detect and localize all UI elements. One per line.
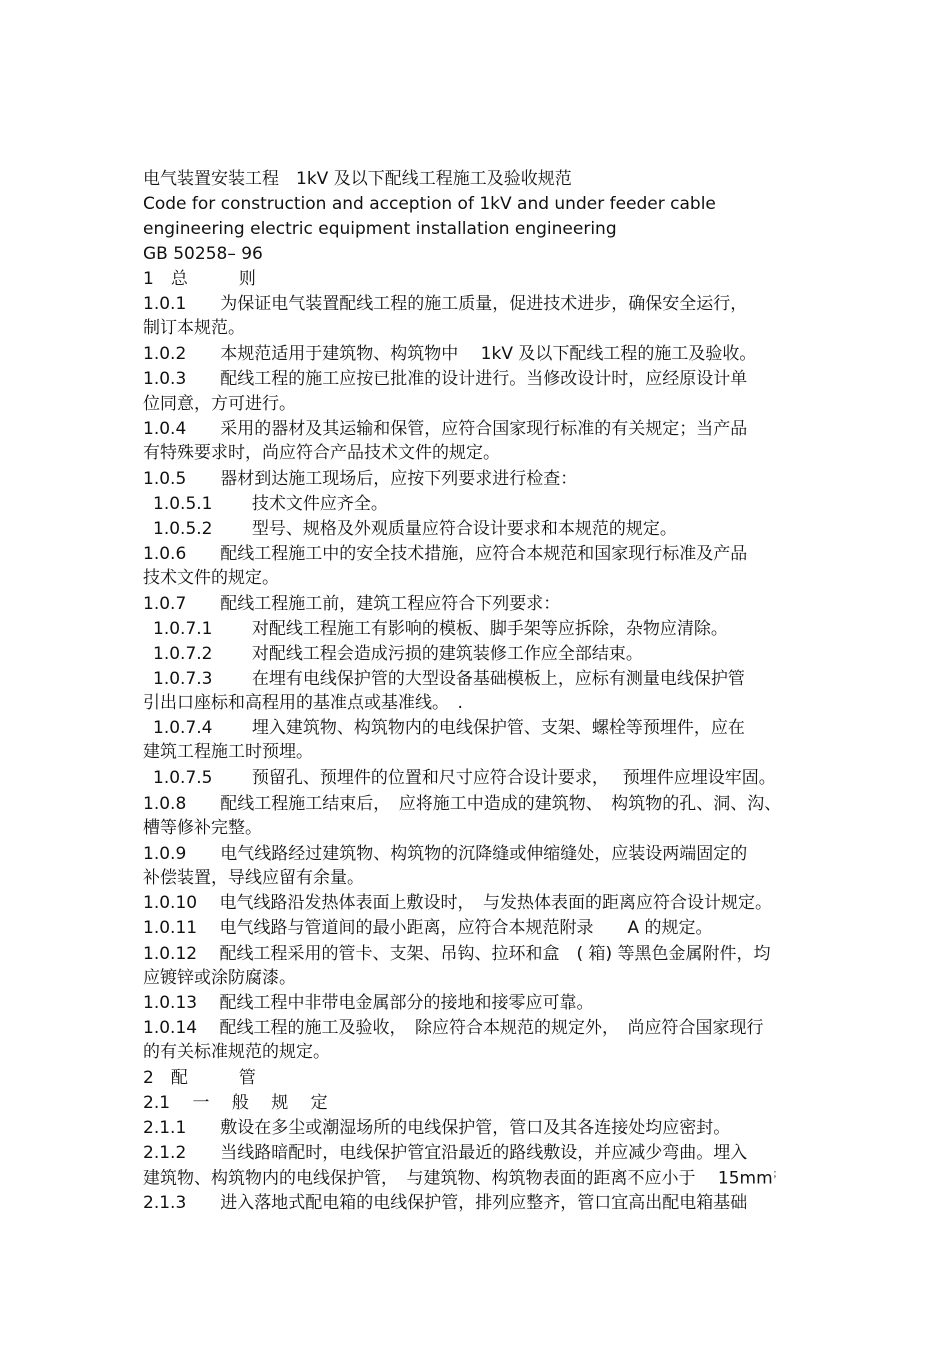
clause-1-0-7-4-line-2: 建筑工程施工时预埋。 xyxy=(143,742,313,762)
clause-1-0-7-1: 1.0.7.1 对配线工程施工有影响的模板、脚手架等应拆除，杂物应清除。 xyxy=(153,619,728,639)
clause-1-0-9-line-1: 1.0.9 电气线路经过建筑物、构筑物的沉降缝或伸缩缝处，应装设两端固定的 xyxy=(143,844,748,864)
clause-1-0-7-3-line-1: 1.0.7.3 在埋有电线保护管的大型设备基础模板上，应标有测量电线保护管 xyxy=(153,669,745,689)
chapter-2-heading: 2 配 管 xyxy=(143,1068,256,1088)
clause-1-0-4-line-1: 1.0.4 采用的器材及其运输和保管，应符合国家现行标准的有关规定；当产品 xyxy=(143,419,748,439)
clause-1-0-8-line-1: 1.0.8 配线工程施工结束后， 应将施工中造成的建筑物、 构筑物的孔、洞、沟、 xyxy=(143,794,782,814)
clause-1-0-14-line-2: 的有关标准规范的规定。 xyxy=(143,1042,330,1062)
clause-1-0-8-line-2: 槽等修补完整。 xyxy=(143,818,262,838)
clause-1-0-5-2: 1.0.5.2 型号、规格及外观质量应符合设计要求和本规范的规定。 xyxy=(153,519,677,539)
clause-1-0-2: 1.0.2 本规范适用于建筑物、构筑物中 1kV 及以下配线工程的施工及验收。 xyxy=(143,344,757,364)
clause-1-0-7: 1.0.7 配线工程施工前，建筑工程应符合下列要求： xyxy=(143,594,561,614)
clause-1-0-4-line-2: 有特殊要求时，尚应符合产品技术文件的规定。 xyxy=(143,443,500,463)
clause-1-0-11: 1.0.11 电气线路与管道间的最小距离，应符合本规范附录 A 的规定。 xyxy=(143,918,713,938)
clause-2-1-2-trailing-mark: ； xyxy=(772,1169,783,1180)
clause-1-0-1-line-1: 1.0.1 为保证电气装置配线工程的施工质量，促进技术进步，确保安全运行， xyxy=(143,294,748,314)
clause-1-0-3-line-1: 1.0.3 配线工程的施工应按已批准的设计进行。当修改设计时，应经原设计单 xyxy=(143,369,748,389)
chapter-1-heading: 1 总 则 xyxy=(143,269,256,289)
clause-1-0-7-4-line-1: 1.0.7.4 埋入建筑物、构筑物内的电线保护管、支架、螺栓等预埋件，应在 xyxy=(153,718,745,738)
clause-2-1-2-line-2 xyxy=(143,1170,783,1188)
clause-2-1-3: 2.1.3 进入落地式配电箱的电线保护管，排列应整齐，管口宜高出配电箱基础 xyxy=(143,1193,748,1213)
title-english-line-1: Code for construction and acception of 1kV and under feeder cable xyxy=(143,194,716,214)
clause-1-0-5: 1.0.5 器材到达施工现场后，应按下列要求进行检查： xyxy=(143,469,578,489)
clause-1-0-7-2: 1.0.7.2 对配线工程会造成污损的建筑装修工作应全部结束。 xyxy=(153,644,643,664)
clause-1-0-12-line-1: 1.0.12 配线工程采用的管卡、支架、吊钩、拉环和盒 ( 箱) 等黑色金属附件，均 xyxy=(143,944,771,964)
clause-1-0-10: 1.0.10 电气线路沿发热体表面上敷设时， 与发热体表面的距离应符合设计规定。 xyxy=(143,893,772,913)
clause-1-0-1-line-2: 制订本规范。 xyxy=(143,318,245,338)
clause-1-0-6-line-1: 1.0.6 配线工程施工中的安全技术措施，应符合本规范和国家现行标准及产品 xyxy=(143,544,748,564)
clause-1-0-3-line-2: 位同意，方可进行。 xyxy=(143,394,296,414)
clause-1-0-9-line-2: 补偿装置，导线应留有余量。 xyxy=(143,868,364,888)
clause-1-0-7-3-line-2: 引出口座标和高程用的基准点或基准线。 . xyxy=(143,693,463,713)
clause-2-1-2-line-1: 2.1.2 当线路暗配时，电线保护管宜沿最近的路线敷设，并应减少弯曲。埋入 xyxy=(143,1143,748,1163)
title-chinese: 电气装置安装工程 1kV 及以下配线工程施工及验收规范 xyxy=(143,169,572,189)
standard-code: GB 50258– 96 xyxy=(143,244,263,264)
section-2-1-heading: 2.1 一 般 规 定 xyxy=(143,1093,328,1113)
clause-1-0-12-line-2: 应镀锌或涂防腐漆。 xyxy=(143,968,296,988)
clause-1-0-6-line-2: 技术文件的规定。 xyxy=(143,568,279,588)
clause-2-1-2-line-2-text: 建筑物、构筑物内的电线保护管， 与建筑物、构筑物表面的距离不应小于 15mm xyxy=(143,1168,773,1189)
clause-1-0-7-5: 1.0.7.5 预留孔、预埋件的位置和尺寸应符合设计要求， 预埋件应埋设牢固。 xyxy=(153,768,776,788)
clause-1-0-5-1: 1.0.5.1 技术文件应齐全。 xyxy=(153,494,388,514)
clause-1-0-14-line-1: 1.0.14 配线工程的施工及验收， 除应符合本规范的规定外， 尚应符合国家现行 xyxy=(143,1018,764,1038)
clause-2-1-1: 2.1.1 敷设在多尘或潮湿场所的电线保护管，管口及其各连接处均应密封。 xyxy=(143,1118,731,1138)
title-english-line-2: engineering electric equipment installation engineering xyxy=(143,219,617,239)
clause-1-0-13: 1.0.13 配线工程中非带电金属部分的接地和接零应可靠。 xyxy=(143,993,594,1013)
